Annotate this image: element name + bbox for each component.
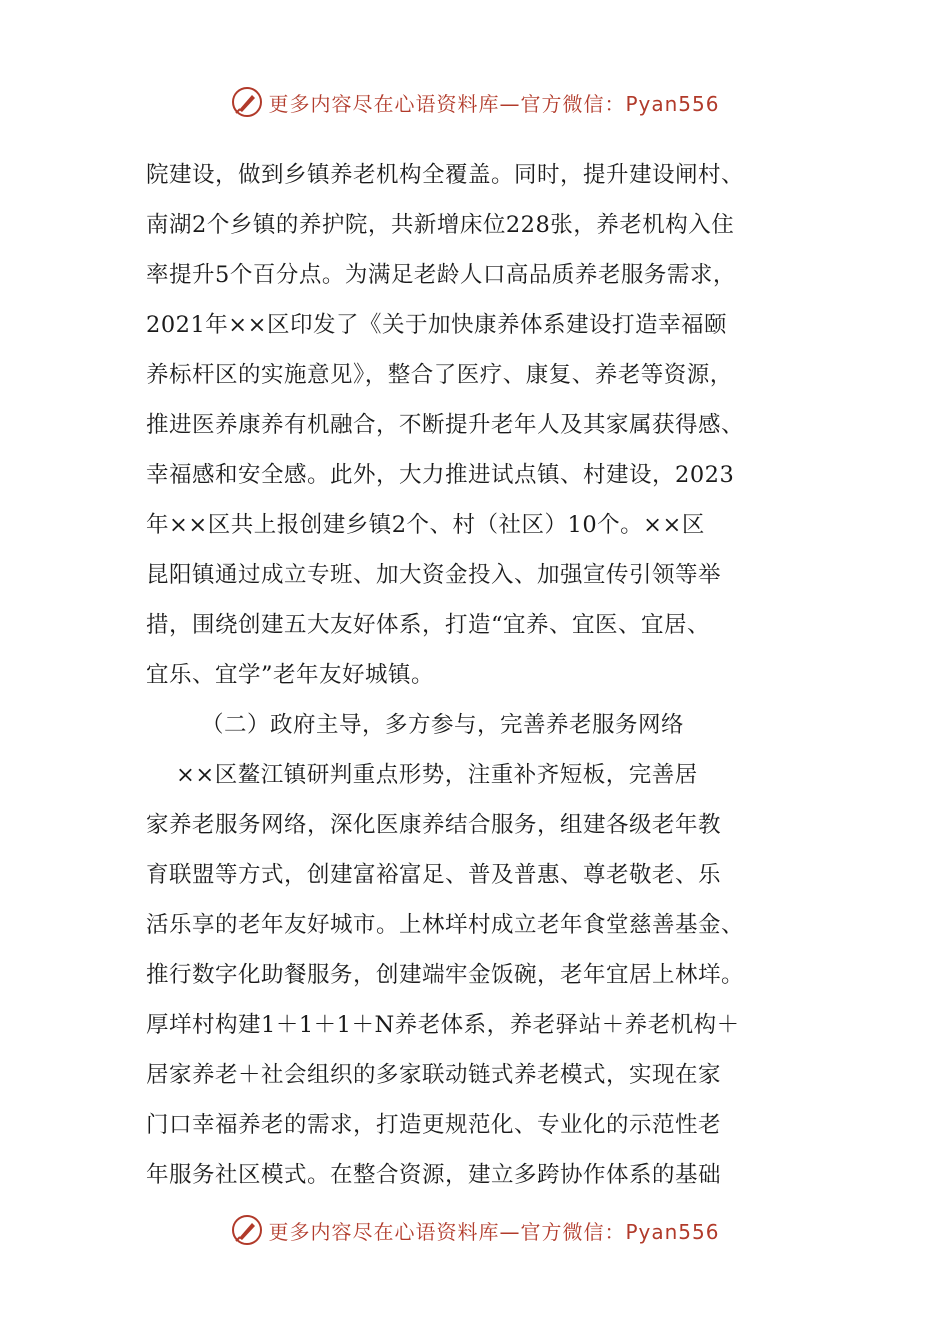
pen-nib-logo-icon: [230, 1213, 264, 1247]
body-line: 院建设，做到乡镇养老机构全覆盖。同时，提升建设闸村、: [146, 162, 745, 188]
body-line: 居家养老＋社会组织的多家联动链式养老模式，实现在家: [146, 1062, 722, 1088]
body-line: 年××区共上报创建乡镇2个、村（社区）10个。××区: [146, 512, 705, 538]
body-line: 养标杆区的实施意见》，整合了医疗、康复、养老等资源，: [146, 362, 733, 388]
document-body: [146, 150, 806, 1200]
header-watermark: [0, 80, 950, 124]
footer-watermark: [0, 1208, 950, 1252]
body-line: 推行数字化助餐服务，创建端牢金饭碗，老年宜居上林垟。: [146, 962, 745, 988]
body-line: 家养老服务网络，深化医康养结合服务，组建各级老年教: [146, 812, 722, 838]
paragraph-first-line: ××区鳌江镇研判重点形势，注重补齐短板，完善居: [176, 762, 698, 788]
body-line: 措，围绕创建五大友好体系，打造“宜养、宜医、宜居、: [146, 612, 711, 638]
body-line: 年服务社区模式。在整合资源，建立多跨协作体系的基础: [146, 1162, 722, 1188]
body-line: 幸福感和安全感。此外，大力推进试点镇、村建设，2023: [146, 462, 735, 488]
body-line: 活乐享的老年友好城市。上林垟村成立老年食堂慈善基金、: [146, 912, 745, 938]
watermark-text: 更多内容尽在心语资料库—官方微信：Pyan556: [268, 1219, 720, 1244]
body-line: 门口幸福养老的需求，打造更规范化、专业化的示范性老: [146, 1112, 722, 1138]
body-line: 育联盟等方式，创建富裕富足、普及普惠、尊老敬老、乐: [146, 862, 722, 888]
body-line: 厚垟村构建1＋1＋1＋N养老体系，养老驿站＋养老机构＋: [146, 1012, 740, 1038]
body-line: 昆阳镇通过成立专班、加大资金投入、加强宣传引领等举: [146, 562, 722, 588]
body-line: 2021年××区印发了《关于加快康养体系建设打造幸福颐: [146, 312, 727, 338]
pen-nib-logo-icon: [230, 85, 264, 119]
body-line: 宜乐、宜学”老年友好城镇。: [146, 662, 435, 688]
body-line: 推进医养康养有机融合，不断提升老年人及其家属获得感、: [146, 412, 745, 438]
watermark-text: 更多内容尽在心语资料库—官方微信：Pyan556: [268, 91, 720, 116]
section-heading: （二）政府主导，多方参与，完善养老服务网络: [201, 712, 685, 738]
body-line: 南湖2个乡镇的养护院，共新增床位228张，养老机构入住: [146, 212, 735, 238]
body-line: 率提升5个百分点。为满足老龄人口高品质养老服务需求，: [146, 262, 736, 288]
